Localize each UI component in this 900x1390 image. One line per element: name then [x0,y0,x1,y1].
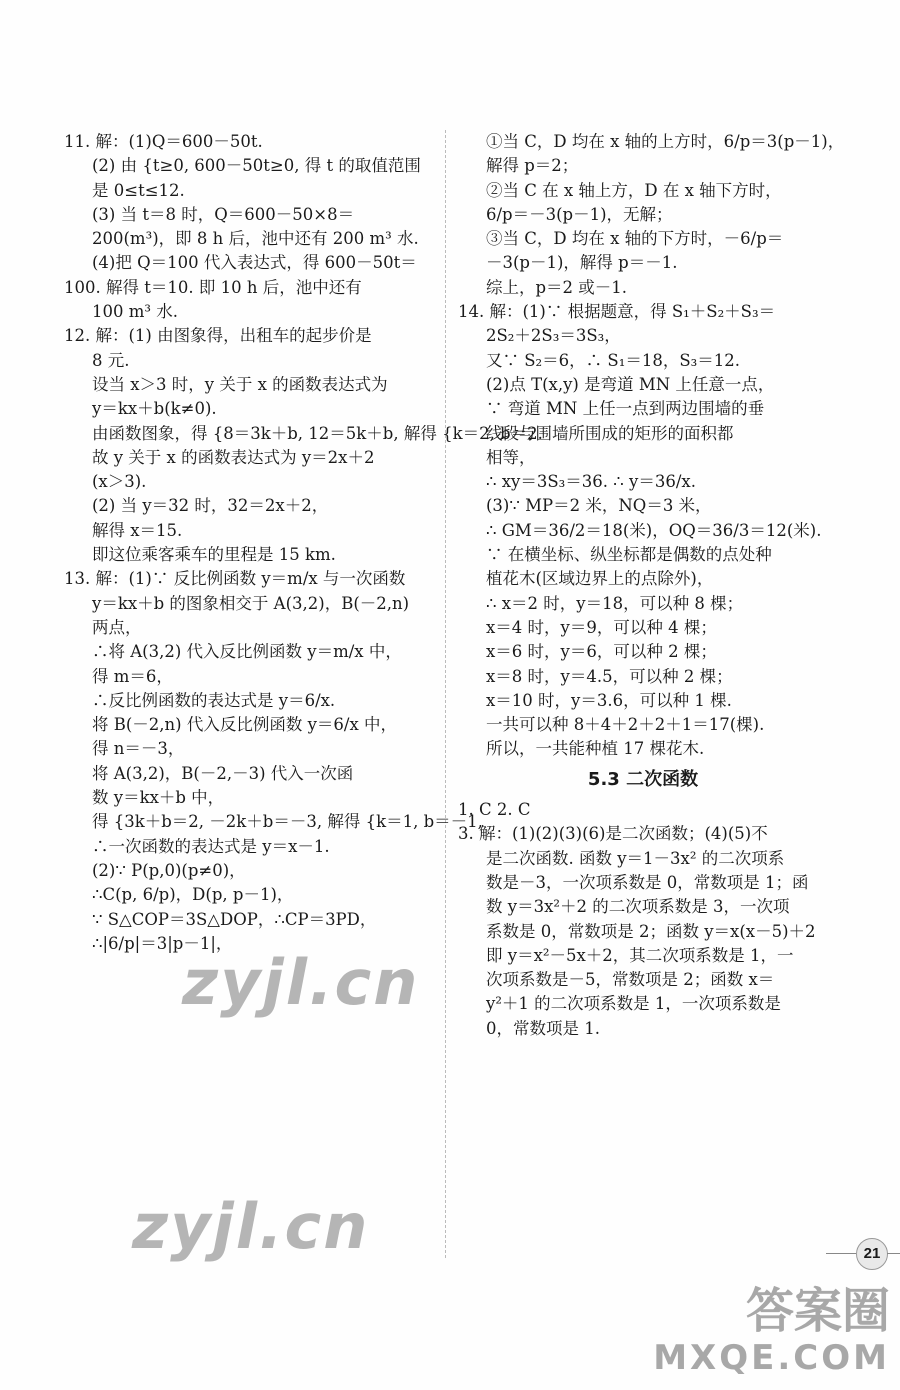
text-line: ∴ x＝2 时，y＝18，可以种 8 棵； [486,593,744,613]
text-line: 200(m³)，即 8 h 后，池中还有 200 m³ 水. [92,229,419,249]
text-line: x＝4 时，y＝9，可以种 4 棵； [486,617,717,637]
text-line: (2)∵ P(p,0)(p≠0)， [92,860,246,880]
text-line: (x＞3). [92,472,147,492]
text-line: 3. 解：(1)(2)(3)(6)是二次函数；(4)(5)不 [458,824,768,844]
text-line: 13. 解：(1)∵ 反比例函数 y＝m/x 与一次函数 [64,569,406,589]
text-line: 相等， [486,447,536,467]
text-line: y²＋1 的二次项系数是 1，一次项系数是 [486,994,781,1014]
section-title: 5.3 二次函数 [587,768,699,790]
right-column-part-a [458,130,845,762]
text-line: ③当 C，D 均在 x 轴的下方时，－6/p＝ [486,229,784,249]
text-line: 设当 x＞3 时，y 关于 x 的函数表达式为 [92,374,388,394]
text-line: ∴|6/p|＝3|p－1|， [92,933,233,953]
text-line: ∴ GM＝36/2＝18(米)，OQ＝36/3＝12(米). [486,520,822,540]
text-line: 100. 解得 t＝10. 即 10 h 后，池中还有 [64,277,362,297]
text-line: 故 y 关于 x 的函数表达式为 y＝2x＋2 [92,447,375,467]
right-column [458,130,845,1041]
text-line: 8 元. [92,350,130,370]
text-line: x＝6 时，y＝6，可以种 2 棵； [486,642,717,662]
text-line: 所以，一共能种植 17 棵花木. [486,739,705,759]
text-line: 解得 x＝15. [92,520,183,540]
page-number: 21 [856,1238,888,1270]
text-line: 1. C 2. C [458,800,531,820]
text-line: 植花木(区域边界上的点除外)， [486,569,714,589]
text-line: 将 A(3,2)，B(－2,－3) 代入一次函 [92,763,354,783]
text-line: ∵ 弯道 MN 上任一点到两边围墙的垂 [486,399,765,419]
text-line: (2)点 T(x,y) 是弯道 MN 上任意一点， [486,374,775,394]
text-line: 一共可以种 8＋4＋2＋2＋1＝17(棵). [486,715,765,735]
watermark-1: zyjl.cn [182,946,420,1019]
text-line: 2S₂＋2S₃＝3S₃， [486,326,621,346]
text-line: 14. 解：(1)∵ 根据题意，得 S₁＋S₂＋S₃＝ [458,302,776,322]
text-line: 系数是 0，常数项是 2；函数 y＝x(x－5)＋2 [486,921,816,941]
brand-chinese: 答案圈 [745,1283,890,1339]
text-line: (2) 由 {t≥0, 600－50t≥0, 得 t 的取值范围 [92,156,421,176]
text-line: 得 m＝6， [92,666,173,686]
text-line: 是 0≤t≤12. [92,180,185,200]
text-line: y＝kx＋b(k≠0). [92,399,217,419]
text-line: ∴ xy＝3S₃＝36. ∴ y＝36/x. [486,472,696,492]
text-line: 即 y＝x²－5x＋2，其二次项系数是 1，一 [486,945,794,965]
text-line: 0，常数项是 1. [486,1018,600,1038]
text-line: ∴将 A(3,2) 代入反比例函数 y＝m/x 中， [92,642,402,662]
text-line: 100 m³ 水. [92,302,178,322]
text-line: 又∵ S₂＝6，∴ S₁＝18，S₃＝12. [486,350,740,370]
text-line: 得 n＝－3， [92,739,185,759]
text-line: y＝kx＋b 的图象相交于 A(3,2)，B(－2,n) [92,593,410,613]
text-line: 将 B(－2,n) 代入反比例函数 y＝6/x 中， [92,715,398,735]
text-line: 6/p＝－3(p－1)，无解； [486,204,673,224]
text-line: ②当 C 在 x 轴上方，D 在 x 轴下方时， [486,180,782,200]
text-line: 次项系数是－5，常数项是 2；函数 x＝ [486,970,775,990]
text-line: ∴反比例函数的表达式是 y＝6/x. [92,690,336,710]
text-line: 解得 p＝2； [486,156,579,176]
text-line: (2) 当 y＝32 时，32＝2x＋2， [92,496,329,516]
text-line: 两点， [92,617,142,637]
text-line: ∴C(p, 6/p)，D(p, p－1)， [92,885,294,905]
brand-english: MXQE.COM [653,1338,890,1378]
text-line: 得 {3k＋b＝2, －2k＋b＝－3, 解得 {k＝1, b＝－1, [92,812,483,832]
text-line: 是二次函数. 函数 y＝1－3x² 的二次项系 [486,848,785,868]
watermark-2: zyjl.cn [132,1190,370,1263]
text-line: (4)把 Q＝100 代入表达式，得 600－50t＝ [92,253,417,273]
brand-logo [653,1284,890,1378]
text-line: 线段与围墙所围成的矩形的面积都 [486,423,734,443]
right-column-part-b [458,798,828,1041]
text-line: ①当 C，D 均在 x 轴的上方时，6/p＝3(p－1)， [486,132,845,151]
page-rule-right [887,1253,900,1254]
text-line: ∵ S△COP＝3S△DOP，∴CP＝3PD， [92,909,377,929]
text-line: 由函数图象，得 {8＝3k＋b, 12＝5k＋b, 解得 {k＝2, b＝2. [92,423,543,443]
text-line: 11. 解：(1)Q＝600－50t. [64,132,263,151]
text-line: x＝8 时，y＝4.5，可以种 2 棵； [486,666,733,686]
column-divider [445,130,446,1258]
text-line: 综上，p＝2 或－1. [486,277,628,297]
page-rule-left [826,1253,856,1254]
text-line: 数 y＝kx＋b 中， [92,788,225,808]
text-line: 数 y＝3x²＋2 的二次项系数是 3，一次项 [486,897,790,917]
text-line: 数是－3，一次项系数是 0，常数项是 1；函 [486,872,809,892]
text-line: ∵ 在横坐标、纵坐标都是偶数的点处种 [486,545,772,565]
text-line: ∴一次函数的表达式是 y＝x－1. [92,836,330,856]
text-line: (3)∵ MP＝2 米，NQ＝3 米， [486,496,712,516]
text-line: －3(p－1)，解得 p＝－1. [486,253,678,273]
text-line: 即这位乘客乘车的里程是 15 km. [92,545,336,565]
text-line: 12. 解：(1) 由图象得，出租车的起步价是 [64,326,372,346]
text-line: (3) 当 t＝8 时，Q＝600－50×8＝ [92,204,355,224]
text-line: x＝10 时，y＝3.6，可以种 1 棵. [486,690,732,710]
